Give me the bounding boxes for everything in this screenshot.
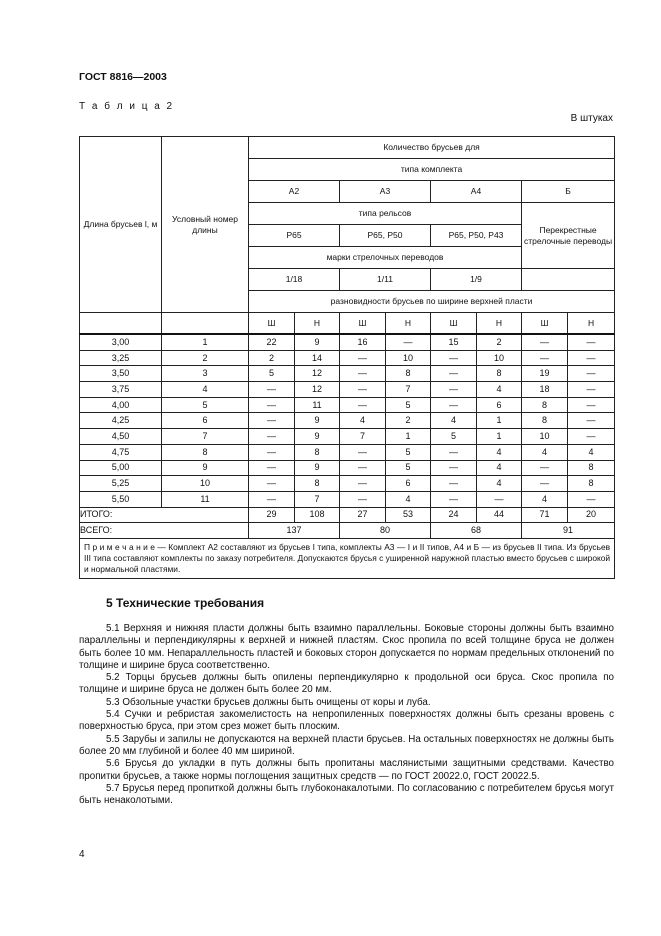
table-cell: 5 — [249, 366, 295, 382]
kit-header: А2 — [249, 181, 340, 203]
table-cell: 4 — [477, 460, 522, 476]
table-row — [80, 460, 615, 476]
sub-header: Ш — [431, 313, 477, 335]
grand-total-cell: 80 — [340, 523, 431, 539]
table-cell: — — [340, 350, 386, 366]
table-cell: — — [431, 350, 477, 366]
table-cell: 2 — [477, 334, 522, 350]
total-cell: 24 — [431, 507, 477, 523]
table-cell: — — [249, 491, 295, 507]
paragraph: 5.7 Брусья перед пропиткой должны быть глубоконакалотыми. По согласованию с потребителем брусья могут быть ненаколотыми. — [79, 782, 614, 807]
kit-header: А3 — [340, 181, 431, 203]
table-cell: 4,50 — [80, 429, 162, 445]
table-cell: — — [340, 476, 386, 492]
table-cell: 4 — [477, 444, 522, 460]
table-cell: 6 — [386, 476, 431, 492]
rail-header: Р65, Р50, Р43 — [431, 225, 522, 247]
table-cell: 3,25 — [80, 350, 162, 366]
grand-total-cell: 137 — [249, 523, 340, 539]
table-cell: 4 — [568, 444, 615, 460]
table-cell: — — [249, 413, 295, 429]
table-cell: 5,50 — [80, 491, 162, 507]
table-cell: 7 — [295, 491, 340, 507]
table-cell: — — [568, 334, 615, 350]
sub-header: Ш — [340, 313, 386, 335]
total-cell: 71 — [522, 507, 568, 523]
table-cell: — — [249, 444, 295, 460]
table-row — [80, 476, 615, 492]
col-number-header: Условный номер длины — [162, 137, 249, 313]
kit-type-header: типа комплекта — [249, 159, 615, 181]
count-header: Количество брусьев для — [249, 137, 615, 159]
table-cell: — — [249, 429, 295, 445]
table-cell: 4,25 — [80, 413, 162, 429]
table-cell: 5 — [162, 397, 249, 413]
table-cell: 19 — [522, 366, 568, 382]
total-cell: 20 — [568, 507, 615, 523]
table-row — [80, 366, 615, 382]
table-cell: 2 — [249, 350, 295, 366]
table-cell: — — [431, 476, 477, 492]
paragraph: 5.3 Обзольные участки брусьев должны быть очищены от коры и луба. — [106, 696, 431, 708]
table-cell: — — [431, 382, 477, 398]
table-row — [80, 334, 615, 350]
table-cell: 4 — [477, 382, 522, 398]
table-cell: — — [340, 491, 386, 507]
table-cell: 6 — [162, 413, 249, 429]
document-header: ГОСТ 8816—2003 — [79, 71, 167, 83]
data-table — [79, 136, 615, 579]
table-cell: — — [522, 460, 568, 476]
table-cell: — — [340, 382, 386, 398]
table-cell: 5,00 — [80, 460, 162, 476]
table-cell: 18 — [522, 382, 568, 398]
mark-header: 1/18 — [249, 269, 340, 291]
table-cell: 10 — [477, 350, 522, 366]
table-cell: — — [431, 491, 477, 507]
sub-header: Ш — [249, 313, 295, 335]
table-cell: 8 — [568, 460, 615, 476]
table-unit: В штуках — [570, 113, 613, 124]
table-cell: — — [568, 350, 615, 366]
table-cell: 4 — [340, 413, 386, 429]
table-cell: 8 — [522, 413, 568, 429]
total-cell: 53 — [386, 507, 431, 523]
table-cell: 4,75 — [80, 444, 162, 460]
total-cell: 27 — [340, 507, 386, 523]
table-cell: 10 — [386, 350, 431, 366]
paragraph: 5.2 Торцы брусьев должны быть опилены перпендикулярно к продольной оси бруса. Скос пропила по толщине и ширине бруса не должен быть более 20 мм. — [79, 672, 614, 696]
table-cell: 1 — [386, 429, 431, 445]
table-caption: Т а б л и ц а 2 — [79, 101, 175, 112]
paragraph: 5.4 Сучки и ребристая закомелистость на непропиленных поверхностях должны быть срезаны вровень с поверхностью бруса, при этом срез может быть плоским. — [79, 709, 614, 733]
table-cell: 5 — [386, 444, 431, 460]
width-variants-header: разновидности брусьев по ширине верхней пласти — [249, 291, 615, 313]
table-cell: 1 — [477, 413, 522, 429]
table-cell: — — [340, 366, 386, 382]
table-cell: 10 — [162, 476, 249, 492]
table-cell: — — [522, 350, 568, 366]
table-row — [80, 444, 615, 460]
table-cell: 5,25 — [80, 476, 162, 492]
mark-header: 1/9 — [431, 269, 522, 291]
table-cell: 4 — [522, 444, 568, 460]
paragraph: 5.1 Верхняя и нижняя пласти должны быть взаимно параллельны. Боковые стороны должны быть взаимно параллельны и перпендикулярны к верхней и нижней пластям. Скос пропила по всей толщине бруса не должен быть более 10 мм. Непараллельность пластей и боковых сторон допускается по нормам предельных отклонений по толщине и ширине бруса соответственно. — [79, 623, 614, 671]
table-cell: 22 — [249, 334, 295, 350]
table-cell: 7 — [162, 429, 249, 445]
table-cell: — — [522, 476, 568, 492]
table-row — [80, 382, 615, 398]
table-cell: — — [386, 334, 431, 350]
table-cell: 11 — [295, 397, 340, 413]
table-cell: 12 — [295, 366, 340, 382]
table-cell: 8 — [477, 366, 522, 382]
table-cell: 8 — [295, 476, 340, 492]
table-cell: — — [249, 397, 295, 413]
table-cell: 9 — [295, 413, 340, 429]
table-cell: 6 — [477, 397, 522, 413]
page-number: 4 — [79, 849, 85, 860]
table-cell: 8 — [522, 397, 568, 413]
rail-header: Р65 — [249, 225, 340, 247]
table-cell: — — [431, 366, 477, 382]
table-cell: 2 — [162, 350, 249, 366]
col-length-header: Длина брусьев l, м — [80, 137, 162, 313]
mark-header: 1/11 — [340, 269, 431, 291]
table-cell: 5 — [386, 460, 431, 476]
table-cell: — — [568, 491, 615, 507]
table-cell: — — [568, 366, 615, 382]
table-cell: 4 — [477, 476, 522, 492]
table-cell: 3,75 — [80, 382, 162, 398]
table-cell: 5 — [431, 429, 477, 445]
total-cell: 44 — [477, 507, 522, 523]
sub-header: Н — [386, 313, 431, 335]
table-row — [80, 429, 615, 445]
section-body — [79, 623, 614, 807]
table-cell: 3,00 — [80, 334, 162, 350]
table-cell: 15 — [431, 334, 477, 350]
table-cell: — — [568, 397, 615, 413]
table-cell: 4 — [431, 413, 477, 429]
kit-header: А4 — [431, 181, 522, 203]
table-cell: — — [431, 397, 477, 413]
table-cell: 5 — [386, 397, 431, 413]
table-cell: 8 — [295, 444, 340, 460]
sub-header: Н — [568, 313, 615, 335]
grand-total-label: ВСЕГО: — [80, 523, 249, 539]
table-cell: 3,50 — [80, 366, 162, 382]
table-cell: 8 — [568, 476, 615, 492]
paragraph: 5.5 Зарубы и запилы не допускаются на верхней пласти брусьев. На остальных поверхностях не должны быть более 20 мм глубиной и более 40 мм шириной. — [79, 733, 614, 757]
table-cell: — — [249, 382, 295, 398]
table-cell: 9 — [162, 460, 249, 476]
table-cell: 7 — [340, 429, 386, 445]
table-cell: 10 — [522, 429, 568, 445]
table-cell: — — [340, 397, 386, 413]
table-cell: — — [431, 444, 477, 460]
table-cell: 9 — [295, 334, 340, 350]
table-row — [80, 491, 615, 507]
table-cell: — — [568, 429, 615, 445]
table-row — [80, 350, 615, 366]
grand-total-cell: 91 — [522, 523, 615, 539]
table-cell: 12 — [295, 382, 340, 398]
table-cell: — — [340, 460, 386, 476]
table-cell: 3 — [162, 366, 249, 382]
table-cell: — — [568, 382, 615, 398]
table-cell: 7 — [386, 382, 431, 398]
table-cell: 1 — [477, 429, 522, 445]
table-cell: 2 — [386, 413, 431, 429]
table-cell: 4 — [522, 491, 568, 507]
table-cell: 4 — [386, 491, 431, 507]
table-cell: — — [249, 460, 295, 476]
grand-total-cell: 68 — [431, 523, 522, 539]
table-note: П р и м е ч а н и е — Комплект А2 составляют из брусьев I типа, комплекты А3 — I и II типов, А4 и Б — из брусьев II типа. Из брусьев III типа составляют комплекты по заказу потребителя. Допускаются брусья с уширенной наружной пластью вместо брусьев с широкой и нормальной пластями. — [80, 538, 615, 578]
table-row — [80, 397, 615, 413]
sub-header: Н — [477, 313, 522, 335]
table-row — [80, 413, 615, 429]
table-cell: — — [477, 491, 522, 507]
rail-header: Р65, Р50 — [340, 225, 431, 247]
total-cell: 108 — [295, 507, 340, 523]
switch-marks-header: марки стрелочных переводов — [249, 247, 522, 269]
table-cell: 11 — [162, 491, 249, 507]
table-cell: 4 — [162, 382, 249, 398]
table-cell: 9 — [295, 460, 340, 476]
crossings-header: Перекрестные стрелочные переводы — [522, 203, 615, 269]
table-cell: 9 — [295, 429, 340, 445]
table-cell: 8 — [162, 444, 249, 460]
total-cell: 29 — [249, 507, 295, 523]
rail-type-header: типа рельсов — [249, 203, 522, 225]
table-cell: 16 — [340, 334, 386, 350]
table-cell: — — [431, 460, 477, 476]
kit-header: Б — [522, 181, 615, 203]
sub-header: Ш — [522, 313, 568, 335]
table-cell: 4,00 — [80, 397, 162, 413]
table-cell: — — [249, 476, 295, 492]
section-title: 5 Технические требования — [106, 596, 265, 610]
total-label: ИТОГО: — [80, 507, 249, 523]
table-cell: 14 — [295, 350, 340, 366]
table-cell: — — [340, 444, 386, 460]
sub-header: Н — [295, 313, 340, 335]
table-cell: 8 — [386, 366, 431, 382]
paragraph: 5.6 Брусья до укладки в путь должны быть пропитаны маслянистыми защитными средствами. Качество пропитки брусьев, а также нормы поглощения защитных средств — по ГОСТ 20022.0, ГОСТ 20022.5. — [79, 758, 614, 782]
table-cell: — — [522, 334, 568, 350]
table-cell: — — [568, 413, 615, 429]
table-cell: 1 — [162, 334, 249, 350]
